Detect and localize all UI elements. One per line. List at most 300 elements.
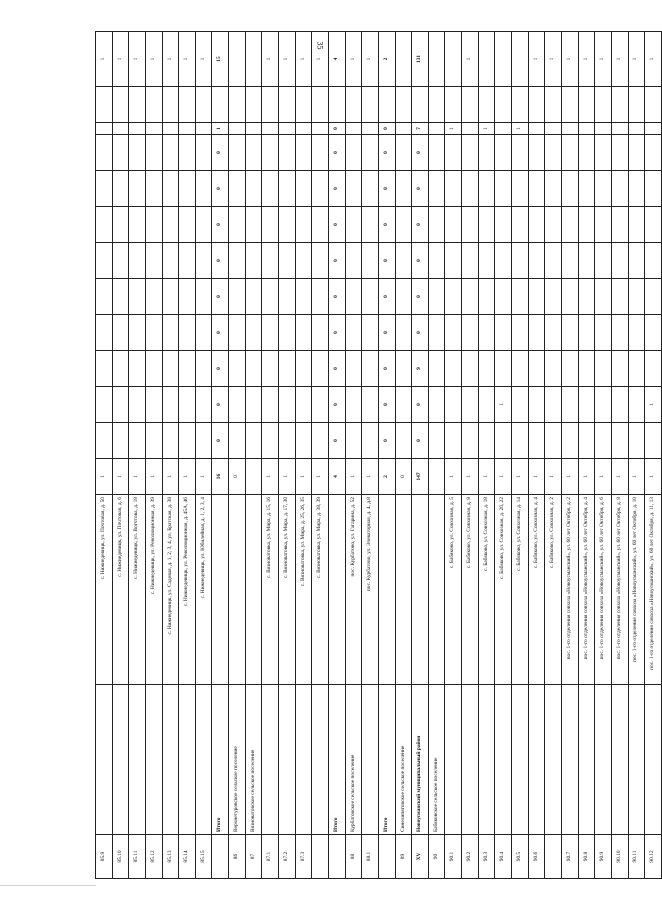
value-cell [345,87,362,123]
value-cell [462,171,479,207]
row-number-cell [545,835,562,879]
value-cell [145,351,162,387]
value-cell [162,351,179,387]
value-cell [545,135,562,171]
row-number-cell [328,835,345,879]
value-cell [262,315,279,351]
address-cell: с. Вязноватовка, ул. Мира, д. 15, 16 [262,495,279,685]
value-cell [445,243,462,279]
value-cell: 1 [295,459,312,495]
value-cell: 1 [279,459,296,495]
address-cell: с. Бабяково, ул. Совхозная, д. 8 [462,495,479,685]
value-cell [445,315,462,351]
value-cell [395,87,412,123]
value-cell [512,87,529,123]
value-cell [478,279,495,315]
value-cell [179,243,196,279]
value-cell [611,279,628,315]
address-cell: с. Нижнедевицк, ул. Вогчтова, д. 18 [129,495,146,685]
value-cell: 0 [412,171,429,207]
value-cell [96,87,113,123]
value-cell [229,87,246,123]
table-row [295,32,312,879]
value-cell [362,207,379,243]
value-cell: 0 [212,207,229,243]
value-cell [412,87,429,123]
value-cell [561,87,578,123]
value-cell [545,351,562,387]
scan-artifact-line [0,885,96,886]
value-cell: 0 [328,207,345,243]
table-row [279,32,296,879]
value-cell: 1 [345,459,362,495]
value-cell [561,135,578,171]
value-cell: 1 [212,123,229,135]
address-cell [328,495,345,685]
value-cell: 15 [212,32,229,87]
value-cell: 1 [628,32,645,87]
value-cell [462,135,479,171]
value-cell [578,87,595,123]
value-cell: 1 [145,32,162,87]
address-cell: с. Бабяково, ул. Совхозная, д. 14 [512,495,529,685]
value-cell: 1 [445,459,462,495]
value-cell [262,423,279,459]
value-cell [162,387,179,423]
value-cell [312,135,329,171]
value-cell [112,135,129,171]
value-cell [628,171,645,207]
settlement-name-cell [478,685,495,835]
value-cell [645,171,662,207]
value-cell [528,279,545,315]
value-cell [428,207,445,243]
value-cell: 9 [412,351,429,387]
address-cell [212,495,229,685]
value-cell [162,135,179,171]
settlement-name-cell [312,685,329,835]
settlement-name-cell [162,685,179,835]
value-cell [561,171,578,207]
value-cell [428,123,445,135]
value-cell [279,171,296,207]
value-cell [96,171,113,207]
settlement-name-cell: Итого [378,685,395,835]
value-cell [645,351,662,387]
value-cell: 1 [478,123,495,135]
value-cell [145,87,162,123]
value-cell: 1 [645,387,662,423]
value-cell [595,315,612,351]
value-cell [478,387,495,423]
value-cell [445,32,462,87]
value-cell: 1 [545,459,562,495]
address-cell: с. Бабяково, ул. Совхозная, д. 4 [528,495,545,685]
value-cell [162,315,179,351]
value-cell: 1 [112,32,129,87]
address-cell: с. Вязноватовка, ул. Мира, д. 17, 30 [279,495,296,685]
address-cell: с. Нижнедевицк, ул. Юбилейная, д. 1, 2, 3, 4 [195,495,212,685]
value-cell [229,387,246,423]
value-cell [578,123,595,135]
value-cell [512,135,529,171]
value-cell [162,423,179,459]
value-cell [195,87,212,123]
settlement-name-cell: Итого [212,685,229,835]
value-cell [445,135,462,171]
value-cell [262,171,279,207]
value-cell [395,243,412,279]
address-cell: с. Бабяково, ул. Совхозная, д. 18 [478,495,495,685]
value-cell [578,387,595,423]
value-cell [245,207,262,243]
value-cell [195,423,212,459]
value-cell [462,423,479,459]
value-cell: 1 [595,32,612,87]
value-cell [495,171,512,207]
settlement-name-cell: Синелипяговское сельское поселение [395,685,412,835]
value-cell [129,243,146,279]
value-cell: 1 [528,32,545,87]
settlement-name-cell [179,685,196,835]
value-cell [611,387,628,423]
address-cell: с. Нижнедевицк, ул. Садовая, д. 1, 2, 3, 4, ул. Братская, д. 38 [162,495,179,685]
address-cell [412,495,429,685]
value-cell [162,87,179,123]
value-cell [162,243,179,279]
page-number: 35 [315,41,325,50]
settlement-name-cell: Итого [328,685,345,835]
address-cell: пос. Курбатово, ул. Гагарина, д. 52 [345,495,362,685]
value-cell [195,387,212,423]
value-cell [145,207,162,243]
value-cell [445,351,462,387]
value-cell [462,207,479,243]
value-cell: 1 [96,459,113,495]
value-cell [545,315,562,351]
table-row [528,32,545,879]
settlement-name-cell [112,685,129,835]
table-row [578,32,595,879]
value-cell [229,351,246,387]
address-cell [229,495,246,685]
value-cell: 1 [545,32,562,87]
value-cell: 1 [611,32,628,87]
value-cell [578,351,595,387]
value-cell: 1 [179,459,196,495]
value-cell [445,171,462,207]
value-cell [428,135,445,171]
value-cell: 0 [328,171,345,207]
value-cell [145,315,162,351]
value-cell [362,135,379,171]
value-cell [179,315,196,351]
row-number-cell: 90.2 [462,835,479,879]
value-cell [312,87,329,123]
value-cell [645,243,662,279]
value-cell [279,351,296,387]
value-cell [478,32,495,87]
value-cell [645,423,662,459]
value-cell [179,351,196,387]
value-cell [279,123,296,135]
value-cell [162,279,179,315]
value-cell: 1 [345,32,362,87]
value-cell [345,351,362,387]
value-cell [229,32,246,87]
value-cell: 0 [412,423,429,459]
value-cell [478,315,495,351]
value-cell [578,135,595,171]
value-cell [512,32,529,87]
table-row [345,32,362,879]
value-cell [495,135,512,171]
value-cell [512,243,529,279]
value-cell [96,351,113,387]
value-cell [478,171,495,207]
address-cell: пос. 1-го отделения совхоза «Новоусманский», ул. 60 лет Октября, д. 2 [561,495,578,685]
value-cell [195,279,212,315]
address-cell [378,495,395,685]
value-cell: 0 [328,387,345,423]
settlement-name-cell: Бабяковское сельское поселение [428,685,445,835]
table-body [96,32,662,879]
value-cell [262,207,279,243]
value-cell: 0 [212,135,229,171]
table-row [262,32,279,879]
value-cell [295,279,312,315]
value-cell [478,351,495,387]
row-number-cell: 88.1 [362,835,379,879]
row-number-cell: 87.2 [279,835,296,879]
address-cell: с. Вязноватовка, ул. Мира, д. 38, 39 [312,495,329,685]
value-cell [112,351,129,387]
value-cell [195,207,212,243]
value-cell: 2 [378,459,395,495]
value-cell [528,207,545,243]
address-cell: пос. 1-го отделения совхоза «Новоусманский», ул. 60 лет Октября, д. 11, 13 [645,495,662,685]
value-cell: 1 [445,123,462,135]
value-cell [179,387,196,423]
value-cell: 1 [578,459,595,495]
value-cell: 0 [378,171,395,207]
value-cell: 1 [112,459,129,495]
settlement-name-cell [362,685,379,835]
value-cell [312,351,329,387]
value-cell [179,207,196,243]
value-cell [495,279,512,315]
row-number-cell: 90.6 [528,835,545,879]
row-number-cell: 85.12 [145,835,162,879]
value-cell: 0 [378,279,395,315]
value-cell [279,87,296,123]
value-cell: 0 [378,351,395,387]
value-cell: 1 [162,459,179,495]
value-cell [279,387,296,423]
row-number-cell: 85.11 [129,835,146,879]
table-row [595,32,612,879]
value-cell [528,123,545,135]
value-cell [611,351,628,387]
value-cell [428,243,445,279]
value-cell [478,243,495,279]
address-cell: с. Бабяково, ул. Совхозная, д. 2 [545,495,562,685]
value-cell [428,87,445,123]
value-cell [628,387,645,423]
value-cell: 147 [412,459,429,495]
value-cell [512,171,529,207]
value-cell [279,243,296,279]
table-row [145,32,162,879]
value-cell: 0 [229,459,246,495]
value-cell [528,135,545,171]
value-cell [378,87,395,123]
value-cell [195,123,212,135]
value-cell: 2 [378,32,395,87]
settlement-name-cell [129,685,146,835]
table-row [378,32,395,879]
settlement-name-cell [445,685,462,835]
row-number-cell: 89 [395,835,412,879]
value-cell [129,123,146,135]
settlement-name-cell: Верхнетуровское сельское поселение [229,685,246,835]
value-cell [428,423,445,459]
value-cell: 0 [212,279,229,315]
settlement-name-cell [545,685,562,835]
row-number-cell: 85.13 [162,835,179,879]
value-cell [595,387,612,423]
value-cell [512,351,529,387]
value-cell [262,123,279,135]
value-cell [495,207,512,243]
value-cell [578,315,595,351]
value-cell [179,171,196,207]
value-cell [495,423,512,459]
table-row [445,32,462,879]
value-cell [478,423,495,459]
value-cell: 1 [578,32,595,87]
value-cell [428,387,445,423]
value-cell [129,387,146,423]
value-cell: 0 [378,243,395,279]
value-cell: 1 [162,32,179,87]
address-cell: пос. 1-го отделения совхоза «Новоусманский», ул. 60 лет Октября, д. 4 [578,495,595,685]
value-cell: 0 [328,279,345,315]
value-cell: 0 [212,423,229,459]
row-number-cell: 90.7 [561,835,578,879]
row-number-cell: 87 [245,835,262,879]
value-cell [595,351,612,387]
value-cell [545,171,562,207]
table-row [611,32,628,879]
settlement-name-cell [561,685,578,835]
value-cell: 4 [328,459,345,495]
value-cell [112,207,129,243]
value-cell [162,171,179,207]
table-row [245,32,262,879]
value-cell [362,171,379,207]
value-cell [279,135,296,171]
address-cell [428,495,445,685]
row-number-cell: 87.1 [262,835,279,879]
value-cell: 1 [279,32,296,87]
value-cell [96,207,113,243]
address-cell: пос. Курбатово, ул. Элеваторная, д. 4, д.8 [362,495,379,685]
value-cell: 0 [328,351,345,387]
value-cell [229,171,246,207]
table-row [162,32,179,879]
value-cell [112,279,129,315]
value-cell: 0 [212,351,229,387]
value-cell [312,243,329,279]
value-cell: 1 [362,32,379,87]
settlement-name-cell [512,685,529,835]
value-cell [628,123,645,135]
value-cell [362,387,379,423]
value-cell [645,207,662,243]
value-cell [611,135,628,171]
value-cell [245,123,262,135]
value-cell [362,351,379,387]
table-row [212,32,229,879]
value-cell [195,315,212,351]
value-cell: 7 [412,123,429,135]
value-cell [512,387,529,423]
value-cell [112,171,129,207]
value-cell [129,423,146,459]
value-cell: 1 [195,459,212,495]
row-number-cell: 90 [428,835,445,879]
row-number-cell: 90.11 [628,835,645,879]
value-cell [112,123,129,135]
value-cell: 1 [96,32,113,87]
value-cell [395,423,412,459]
value-cell [162,123,179,135]
value-cell: 0 [378,387,395,423]
value-cell [578,279,595,315]
row-number-cell: 86 [229,835,246,879]
value-cell [478,135,495,171]
value-cell [528,423,545,459]
value-cell: 1 [561,459,578,495]
value-cell [462,123,479,135]
value-cell [428,459,445,495]
value-cell [611,87,628,123]
value-cell [495,243,512,279]
table-row [561,32,578,879]
value-cell [362,87,379,123]
value-cell [628,243,645,279]
value-cell: 0 [395,459,412,495]
row-number-cell [212,835,229,879]
value-cell [245,459,262,495]
value-cell [495,315,512,351]
value-cell [245,87,262,123]
value-cell [129,87,146,123]
address-cell: с. Бабяково, ул. Совхозная, д. 20, 22 [495,495,512,685]
settlement-name-cell: Новоусманский муниципальный район [412,685,429,835]
table-row [129,32,146,879]
value-cell [362,423,379,459]
value-cell [578,243,595,279]
value-cell [628,87,645,123]
value-cell [96,315,113,351]
value-cell: 0 [212,243,229,279]
value-cell [112,87,129,123]
value-cell [645,315,662,351]
value-cell [245,351,262,387]
row-number-cell: 90.9 [595,835,612,879]
